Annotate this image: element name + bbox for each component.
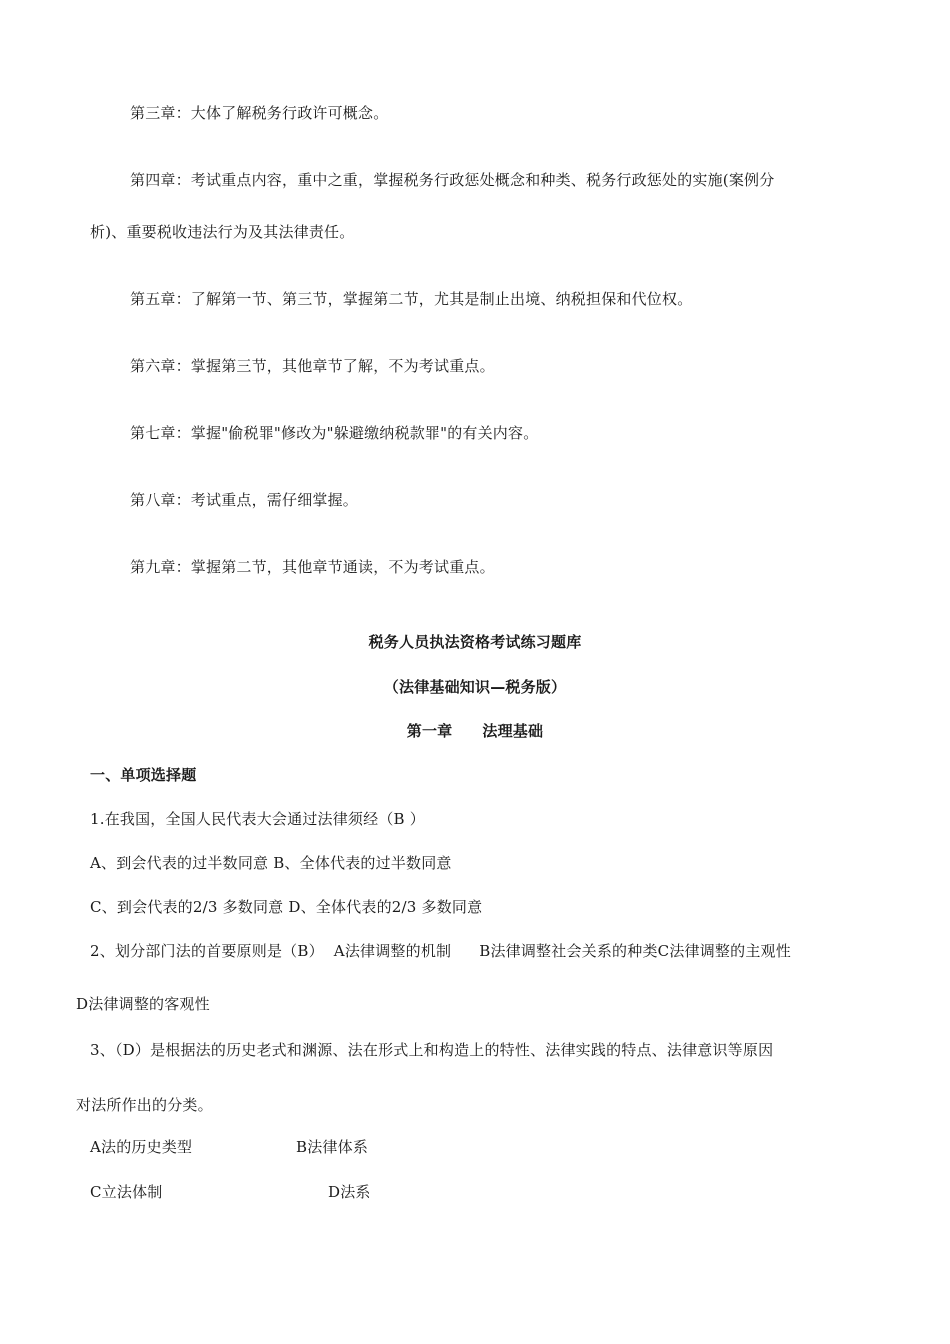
- question-2-line: [90, 941, 791, 961]
- question-2-stem: 2、划分部门法的首要原则是（B）: [90, 942, 324, 960]
- document-subtitle: （法律基础知识—税务版）: [383, 678, 567, 696]
- question-3-option-a: A法的历史类型: [90, 1138, 193, 1156]
- question-2-option-a: A法律调整的机制: [333, 942, 452, 960]
- overview-line-chapter4: 第四章：考试重点内容，重中之重，掌握税务行政惩处概念和种类、税务行政惩处的实施(案例分: [130, 171, 775, 189]
- overview-line-chapter3: 第三章：大体了解税务行政许可概念。: [130, 104, 389, 122]
- overview-line-chapter7: 第七章：掌握"偷税罪"修改为"躲避缴纳税款罪"的有关内容。: [130, 424, 539, 442]
- overview-line-chapter4-cont: 析)、重要税收违法行为及其法律责任。: [90, 223, 355, 241]
- overview-line-chapter5: 第五章：了解第一节、第三节，掌握第二节，尤其是制止出境、纳税担保和代位权。: [130, 290, 693, 308]
- question-2-option-d: D法律调整的客观性: [76, 995, 210, 1013]
- section-heading: 一、单项选择题: [90, 766, 197, 784]
- question-3-option-d: D法系: [328, 1183, 371, 1201]
- overview-line-chapter8: 第八章：考试重点，需仔细掌握。: [130, 491, 359, 509]
- chapter-number: 第一章: [406, 722, 453, 740]
- chapter-name: 法理基础: [482, 722, 544, 740]
- question-3-stem-line2: 对法所作出的分类。: [76, 1096, 213, 1114]
- overview-line-chapter6: 第六章：掌握第三节，其他章节了解，不为考试重点。: [130, 357, 495, 375]
- question-3-stem-line1: 3、（D）是根据法的历史老式和渊源、法在形式上和构造上的特性、法律实践的特点、法律意识等原因: [90, 1041, 774, 1059]
- question-2-option-c: C法律调整的主观性: [657, 942, 791, 960]
- question-3-option-b: B法律体系: [296, 1138, 369, 1156]
- question-2-option-b: B法律调整社会关系的种类: [479, 942, 658, 960]
- chapter-heading: [0, 721, 950, 741]
- question-3-option-c: C立法体制: [90, 1183, 163, 1201]
- question-1-options-ab: A、到会代表的过半数同意 B、全体代表的过半数同意: [90, 854, 452, 872]
- question-1-options-cd: C、到会代表的2/3 多数同意 D、全体代表的2/3 多数同意: [90, 898, 483, 916]
- question-1-stem: 1.在我国，全国人民代表大会通过法律须经（B ）: [90, 810, 425, 828]
- overview-line-chapter9: 第九章：掌握第二节，其他章节通读，不为考试重点。: [130, 558, 495, 576]
- document-title: 税务人员执法资格考试练习题库: [368, 633, 582, 651]
